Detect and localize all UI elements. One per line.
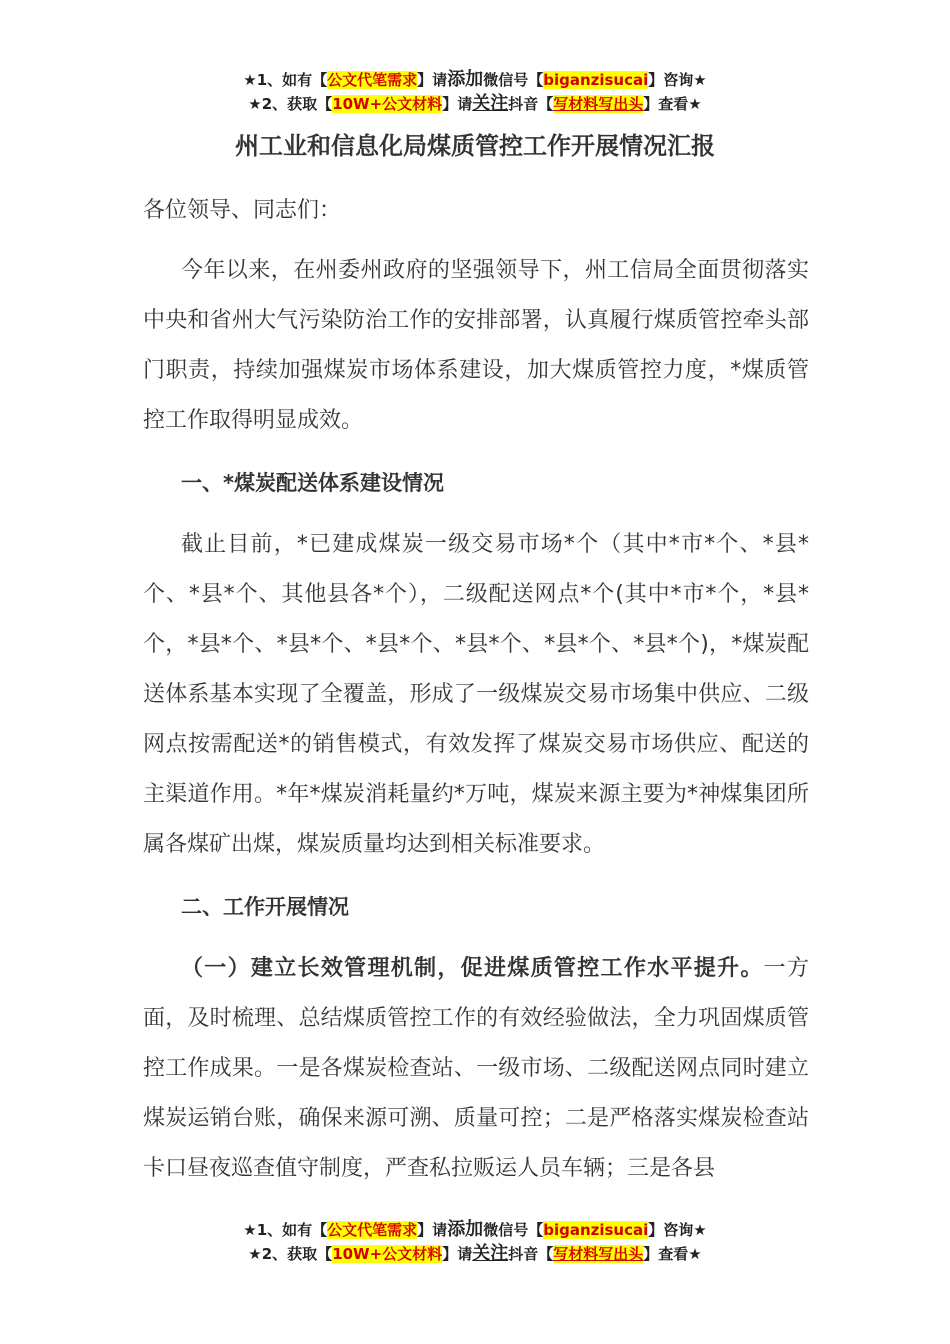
section-1-paragraph: 截止目前，*已建成煤炭一级交易市场*个（其中*市*个、*县*个、*县*个、其他县各*个），二级配送网点*个(其中*市*个，*县*个，*县*个、*县*个、*县*个、*县*个、*县*个、*县*个)，*煤炭配送体系基本实现了全覆盖，形成了一级煤炭交易市场集中供应、二级网点按需配送*的销售模式，有效发挥了煤炭交易市场供应、配送的主渠道作用。*年*煤炭消耗量约*万吨，煤炭来源主要为*神煤集团所属各煤矿出煤，煤炭质量均达到相关标准要求。 <box>143 532 809 857</box>
banner-text: 】查看★ <box>643 1245 702 1263</box>
top-banner <box>0 68 950 116</box>
banner-text: ★1、如有【 <box>243 1221 328 1239</box>
banner-text: 抖音【 <box>508 1245 554 1263</box>
banner-text: 微信号【 <box>483 71 544 89</box>
banner-text: ★2、获取【 <box>248 1245 333 1263</box>
subsection-1-body: 一方面，及时梳理、总结煤质管控工作的有效经验做法，全力巩固煤质管控工作成果。一是各煤炭检查站、一级市场、二级配送网点同时建立煤炭运销台账，确保来源可溯、质量可控；二是严格落实煤炭检查站卡口昼夜巡查值守制度，严查私拉贩运人员车辆；三是各县 <box>143 956 809 1181</box>
banner-emphasis: 关注 <box>472 93 509 114</box>
highlight-wechat-id: biganzisucai <box>543 1221 649 1239</box>
bottom-banner <box>0 1218 950 1266</box>
banner-text: 抖音【 <box>508 95 554 113</box>
banner-line-1 <box>0 68 950 92</box>
highlight-ghostwriting: 公文代笔需求 <box>327 71 418 89</box>
section-2-heading: 二、工作开展情况 <box>181 895 349 919</box>
subsection-1-heading: （一）建立长效管理机制，促进煤质管控工作水平提升。 <box>181 956 764 981</box>
banner-text: ★2、获取【 <box>248 95 333 113</box>
banner-emphasis: 添加 <box>447 1219 484 1240</box>
highlight-materials: 10W+公文材料 <box>332 95 443 113</box>
salutation: 各位领导、同志们： <box>143 198 342 223</box>
banner-text: 】请 <box>442 95 473 113</box>
banner-text: ★1、如有【 <box>243 71 328 89</box>
banner-line-1 <box>0 1218 950 1242</box>
banner-text: 】请 <box>417 71 448 89</box>
document-body <box>143 186 809 1194</box>
intro-paragraph: 今年以来，在州委州政府的坚强领导下，州工信局全面贯彻落实中央和省州大气污染防治工作的安排部署，认真履行煤质管控牵头部门职责，持续加强煤炭市场体系建设，加大煤质管控力度，*煤质管控工作取得明显成效。 <box>143 258 809 433</box>
highlight-wechat-id: biganzisucai <box>543 71 649 89</box>
banner-line-2 <box>0 92 950 116</box>
banner-text: 】咨询★ <box>648 1221 707 1239</box>
banner-emphasis: 添加 <box>447 69 484 90</box>
highlight-ghostwriting: 公文代笔需求 <box>327 1221 418 1239</box>
banner-line-2 <box>0 1242 950 1266</box>
highlight-douyin: 写材料写出头 <box>553 1245 644 1263</box>
banner-text: 】查看★ <box>643 95 702 113</box>
banner-text: 】咨询★ <box>648 71 707 89</box>
banner-text: 】请 <box>442 1245 473 1263</box>
document-title: 州工业和信息化局煤质管控工作开展情况汇报 <box>235 132 715 160</box>
banner-emphasis: 关注 <box>472 1243 509 1264</box>
subsection-1-paragraph <box>143 944 809 1194</box>
section-1-heading: 一、*煤炭配送体系建设情况 <box>181 471 444 495</box>
banner-text: 微信号【 <box>483 1221 544 1239</box>
highlight-douyin: 写材料写出头 <box>553 95 644 113</box>
highlight-materials: 10W+公文材料 <box>332 1245 443 1263</box>
banner-text: 】请 <box>417 1221 448 1239</box>
